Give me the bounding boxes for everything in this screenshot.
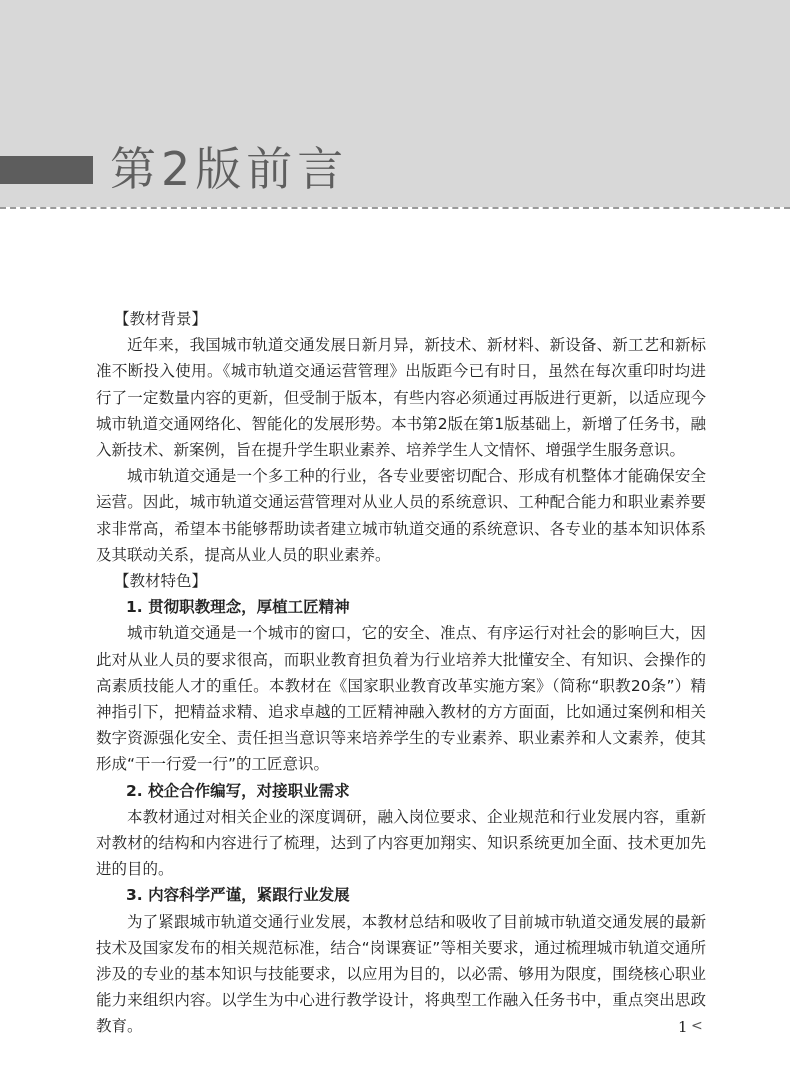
feature-heading-3: 3. 内容科学严谨，紧跟行业发展 [126,886,350,905]
feature-paragraph-3: 为了紧跟城市轨道交通行业发展，本教材总结和吸收了目前城市轨道交通发展的最新技术及国家发布的相关规范标准，结合“岗课赛证”等相关要求，通过梳理城市轨道交通所涉及的专业的基本知识与技能要求，以应用为目的，以必需、够用为限度，围绕核心职业能力来组织内容。以学生为中心进行教学设计，将典型工作融入任务书中，重点突出思政教育。 [96,912,706,1036]
feature-paragraph-1: 城市轨道交通是一个城市的窗口，它的安全、准点、有序运行对社会的影响巨大，因此对从业人员的要求很高，而职业教育担负着为行业培养大批懂安全、有知识、会操作的高素质技能人才的重任。本教材在《国家职业教育改革实施方案》（简称“职教20条”）精神指引下，把精益求精、追求卓越的工匠精神融入教材的方方面面，比如通过案例和相关数字资源强化安全、责任担当意识等来培养学生的专业素养、职业素养和人文素养，使其形成“干一行爱一行”的工匠意识。 [96,624,706,774]
background-paragraph-1: 近年来，我国城市轨道交通发展日新月异，新技术、新材料、新设备、新工艺和新标准不断投入使用。《城市轨道交通运营管理》出版距今已有时日，虽然在每次重印时均进行了一定数量内容的更新，但受制于版本，有些内容必须通过再版进行更新，以适应现今城市轨道交通网络化、智能化的发展形势。本书第2版在第1版基础上，新增了任务书，融入新技术、新案例，旨在提升学生职业素养、培养学生人文情怀、增强学生服务意识。 [96,336,706,460]
dashed-divider [0,207,790,209]
background-paragraph-2: 城市轨道交通是一个多工种的行业，各专业要密切配合、形成有机整体才能确保安全运营。因此，城市轨道交通运营管理对从业人员的系统意识、工种配合能力和职业素养要求非常高，希望本书能够帮助读者建立城市轨道交通的系统意识、各专业的基本知识体系及其联动关系，提高从业人员的职业素养。 [96,467,706,564]
feature-heading-1: 1. 贯彻职教理念，厚植工匠精神 [126,598,350,617]
title-accent-bar [0,156,93,184]
page-title: 第2版前言 [110,142,349,196]
feature-heading-2: 2. 校企合作编写，对接职业需求 [126,781,350,800]
section-label-features: 【教材特色】 [114,572,208,591]
page-arrow-icon: < [691,1018,703,1034]
section-label-background: 【教材背景】 [114,310,208,328]
feature-paragraph-2: 本教材通过对相关企业的深度调研，融入岗位要求、企业规范和行业发展内容，重新对教材的结构和内容进行了梳理，达到了内容更加翔实、知识系统更加全面、技术更加先进的目的。 [96,807,706,879]
page-number: 1 [678,1018,688,1036]
preface-body [96,306,706,1040]
